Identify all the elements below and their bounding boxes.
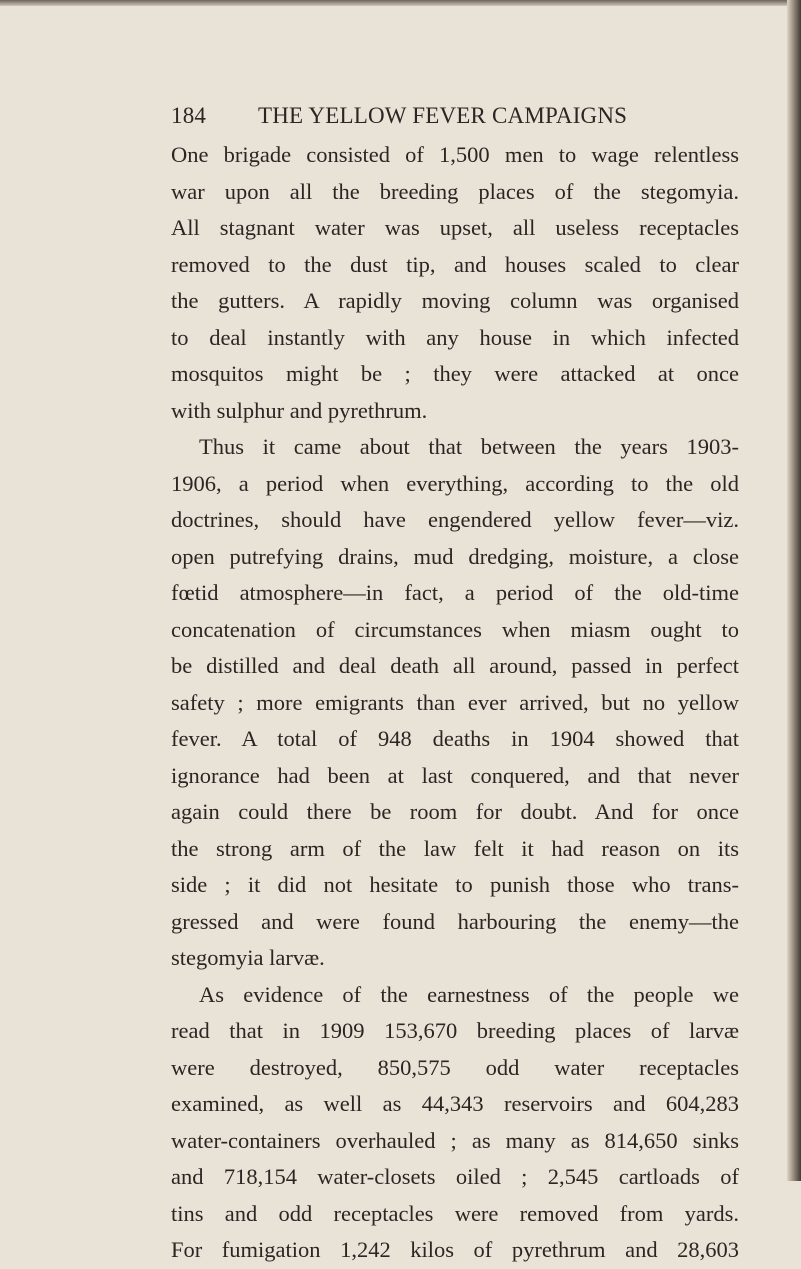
- body-text: [171, 137, 739, 1269]
- text-line: doctrines, should have engendered yellow fever—viz.: [171, 507, 739, 532]
- text-line: were destroyed, 850,575 odd water receptacles: [171, 1054, 739, 1080]
- page-top-edge: [0, 0, 801, 6]
- text-line: water-containers overhauled ; as many as 814,650 sinks: [171, 1127, 739, 1153]
- text-line: fœtid atmosphere—in fact, a period of the old-time: [171, 580, 739, 605]
- text-line: examined, as well as 44,343 reservoirs and 604,283: [171, 1091, 739, 1116]
- text-line: and 718,154 water-closets oiled ; 2,545 cartloads of: [171, 1164, 739, 1189]
- text-line: One brigade consisted of 1,500 men to wage relentless: [171, 142, 739, 167]
- text-line: the gutters. A rapidly moving column was organised: [171, 288, 739, 313]
- text-line: removed to the dust tip, and houses scaled to clear: [171, 251, 739, 277]
- text-line: war upon all the breeding places of the stegomyia.: [171, 178, 739, 204]
- running-title: THE YELLOW FEVER CAMPAIGNS: [258, 103, 628, 128]
- text-line: gressed and were found harbouring the enemy—the: [171, 908, 739, 934]
- text-line: tins and odd receptacles were removed from yards.: [171, 1200, 739, 1226]
- text-line: ignorance had been at last conquered, and that never: [171, 762, 739, 788]
- text-line: fever. A total of 948 deaths in 1904 showed that: [171, 726, 739, 751]
- text-line: stegomyia larvæ.: [171, 945, 325, 970]
- page-number: 184: [171, 103, 207, 128]
- text-line: be distilled and deal death all around, passed in perfect: [171, 653, 739, 678]
- text-line: safety ; more emigrants than ever arrived, but no yellow: [171, 689, 739, 715]
- text-line: open putrefying drains, mud dredging, moisture, a close: [171, 543, 739, 569]
- text-line: with sulphur and pyrethrum.: [171, 397, 428, 423]
- text-line: the strong arm of the law felt it had reason on its: [171, 835, 739, 861]
- text-line: Thus it came about that between the years 1903-: [199, 434, 739, 459]
- page-right-edge: [787, 0, 801, 1181]
- text-line: side ; it did not hesitate to punish those who trans-: [171, 872, 739, 897]
- text-line: For fumigation 1,242 kilos of pyrethrum and 28,603: [171, 1237, 739, 1262]
- text-line: again could there be room for doubt. And for once: [171, 799, 739, 824]
- text-line: mosquitos might be ; they were attacked at once: [171, 361, 739, 386]
- text-line: concatenation of circumstances when miasm ought to: [171, 616, 739, 642]
- text-line: All stagnant water was upset, all useless receptacles: [171, 215, 739, 240]
- text-line: 1906, a period when everything, according to the old: [171, 470, 739, 496]
- text-line: to deal instantly with any house in which infected: [171, 324, 739, 350]
- running-head: [171, 103, 641, 131]
- text-line: As evidence of the earnestness of the people we: [199, 981, 739, 1007]
- text-line: read that in 1909 153,670 breeding places of larvæ: [171, 1018, 739, 1043]
